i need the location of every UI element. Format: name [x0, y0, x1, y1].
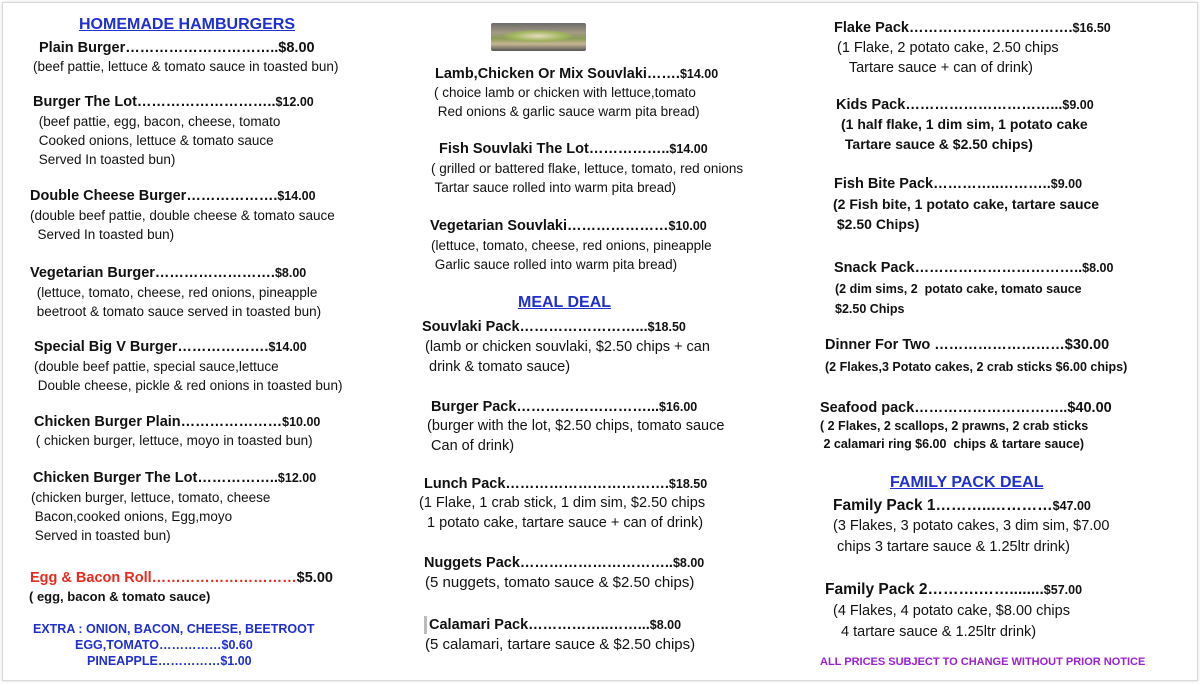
menu-page: [2, 2, 1198, 681]
calamari-pack-title: Calamari Pack……………..……...$8.00: [424, 616, 681, 634]
burger-pack-price: $16.00: [659, 400, 698, 414]
fish-bite-pack-desc: (2 Fish bite, 1 potato cake, tartare sauce $2.50 Chips): [833, 196, 1100, 232]
homemade-hamburgers-header: HOMEMADE HAMBURGERS: [79, 16, 295, 33]
egg-bacon-roll-price: $5.00: [296, 570, 333, 586]
family-pack-2-title: Family Pack 2……….……........$57.00: [825, 581, 1083, 598]
calamari-pack-price: $8.00: [649, 618, 682, 632]
lamb-chicken-souvlaki-title: Lamb,Chicken Or Mix Souvlaki…….$14.00: [435, 66, 719, 82]
burger-the-lot-price: $12.00: [275, 95, 314, 109]
dinner-for-two-price: $30.00: [1064, 337, 1110, 353]
family-pack-2-price: $57.00: [1043, 583, 1083, 597]
vegetarian-burger-price: $8.00: [274, 266, 307, 280]
lunch-pack-title: Lunch Pack…………………………….$18.50: [424, 476, 708, 492]
burger-pack-desc: (burger with the lot, $2.50 chips, tomato sauce Can of drink): [427, 418, 725, 454]
kids-pack-price: $9.00: [1062, 98, 1094, 112]
lamb-chicken-souvlaki-price: $14.00: [679, 67, 719, 81]
special-big-v-burger-title: Special Big V Burger……………….$14.00: [34, 339, 307, 355]
seafood-pack-desc: ( 2 Flakes, 2 scallops, 2 prawns, 2 crab sticks 2 calamari ring $6.00 chips & tartare sauce): [820, 419, 1089, 451]
snack-pack-desc: (2 dim sims, 2 potato cake, tomato sauce $2.50 Chips: [835, 282, 1082, 316]
snack-pack-price: $8.00: [1082, 261, 1114, 275]
fish-souvlaki-price: $14.00: [669, 142, 708, 156]
seafood-pack-title: Seafood pack…………………………..$40.00: [820, 400, 1112, 416]
special-big-v-burger-price: $14.00: [268, 340, 307, 354]
chicken-burger-plain-title: Chicken Burger Plain…………………$10.00: [34, 414, 321, 430]
chicken-burger-plain-desc: ( chicken burger, lettuce, moyo in toasted bun): [32, 433, 313, 448]
souvlaki-pack-title: Souvlaki Pack……………………...$18.50: [422, 319, 686, 335]
family-pack-1-desc: (3 Flakes, 3 potato cakes, 3 dim sim, $7.00 chips 3 tartare sauce & 1.25ltr drink): [833, 518, 1110, 555]
seafood-pack-price: $40.00: [1067, 400, 1112, 416]
fish-souvlaki-desc: ( grilled or battered flake, lettuce, tomato, red onions Tartar sauce rolled into warm pita bread): [431, 161, 744, 195]
snack-pack-title: Snack Pack……………………………..$8.00: [834, 260, 1114, 276]
fish-bite-pack-price: $9.00: [1050, 177, 1083, 191]
calamari-pack-desc: (5 calamari, tartare sauce & $2.50 chips): [425, 636, 696, 653]
nuggets-pack-desc: (5 nuggets, tomato sauce & $2.50 chips): [425, 574, 695, 591]
flake-pack-title: Flake Pack…………………………….$16.50: [834, 20, 1111, 36]
vegetarian-burger-title: Vegetarian Burger…………………….$8.00: [30, 265, 307, 281]
nuggets-pack-title: Nuggets Pack…………………………..$8.00: [424, 555, 705, 571]
family-pack-1-title: Family Pack 1………..…………$47.00: [833, 497, 1091, 514]
fish-bite-pack-title: Fish Bite Pack…………..………..$9.00: [834, 176, 1083, 192]
souvlaki-photo: [491, 23, 586, 51]
egg-bacon-roll-desc: ( egg, bacon & tomato sauce): [29, 589, 211, 604]
family-pack-deal-header: FAMILY PACK DEAL: [890, 474, 1044, 491]
dinner-for-two-title: Dinner For Two ………………………$30.00: [825, 337, 1110, 353]
chicken-burger-the-lot-desc: (chicken burger, lettuce, tomato, cheese Bacon,cooked onions, Egg,moyo Served in toasted bun): [31, 490, 271, 543]
lunch-pack-price: $18.50: [668, 477, 708, 491]
burger-pack-title: Burger Pack………………………...$16.00: [431, 399, 698, 415]
extras-line-3: PINEAPPLE……………$1.00: [87, 654, 252, 668]
kids-pack-desc: (1 half flake, 1 dim sim, 1 potato cake Tartare sauce & $2.50 chips): [841, 116, 1088, 152]
flake-pack-price: $16.50: [1072, 21, 1111, 35]
meal-deal-header: MEAL DEAL: [518, 294, 612, 311]
egg-bacon-roll-title: Egg & Bacon Roll…………………………$5.00: [30, 570, 333, 586]
vegetarian-burger-desc: (lettuce, tomato, cheese, red onions, pineapple beetroot & tomato sauce served in toasted bun): [36, 285, 322, 319]
extras-line-1: EXTRA : ONION, BACON, CHEESE, BEETROOT: [33, 622, 315, 636]
dinner-for-two-desc: (2 Flakes,3 Potato cakes, 2 crab sticks $6.00 chips): [825, 360, 1128, 374]
chicken-burger-plain-price: $10.00: [282, 415, 321, 429]
flake-pack-desc: (1 Flake, 2 potato cake, 2.50 chips Tartare sauce + can of drink): [837, 40, 1059, 76]
chicken-burger-the-lot-title: Chicken Burger The Lot……………..$12.00: [33, 470, 317, 486]
burger-the-lot-title: Burger The Lot………………………..$12.00: [33, 94, 314, 110]
family-pack-1-price: $47.00: [1052, 499, 1091, 513]
lamb-chicken-souvlaki-desc: ( choice lamb or chicken with lettuce,tomato Red onions & garlic sauce warm pita bread): [434, 85, 700, 119]
extras-line-2: EGG,TOMATO……………$0.60: [75, 638, 253, 652]
double-cheese-burger-price: $14.00: [277, 189, 316, 203]
special-big-v-burger-desc: (double beef pattie, special sauce,lettuce Double cheese, pickle & red onions in toasted bun): [34, 359, 343, 393]
nuggets-pack-price: $8.00: [672, 556, 705, 570]
lunch-pack-desc: (1 Flake, 1 crab stick, 1 dim sim, $2.50 chips 1 potato cake, tartare sauce + can of drink): [419, 495, 706, 531]
souvlaki-pack-desc: (lamb or chicken souvlaki, $2.50 chips + can drink & tomato sauce): [425, 339, 710, 375]
family-pack-2-desc: (4 Flakes, 4 potato cake, $8.00 chips 4 tartare sauce & 1.25ltr drink): [833, 603, 1070, 640]
price-notice: ALL PRICES SUBJECT TO CHANGE WITHOUT PRIOR NOTICE: [820, 656, 1146, 668]
double-cheese-burger-desc: (double beef pattie, double cheese & tomato sauce Served In toasted bun): [30, 208, 335, 242]
vegetarian-souvlaki-price: $10.00: [668, 219, 707, 233]
souvlaki-pack-price: $18.50: [647, 320, 686, 334]
kids-pack-title: Kids Pack…………………………...$9.00: [836, 97, 1094, 113]
double-cheese-burger-title: Double Cheese Burger……………….$14.00: [30, 188, 316, 204]
plain-burger-title: Plain Burger…………………………..$8.00: [39, 40, 315, 56]
chicken-burger-the-lot-price: $12.00: [277, 471, 317, 485]
plain-burger-desc: (beef pattie, lettuce & tomato sauce in toasted bun): [33, 59, 339, 74]
burger-the-lot-desc: (beef pattie, egg, bacon, cheese, tomato Cooked onions, lettuce & tomato sauce Served In toasted bun): [38, 114, 281, 167]
fish-souvlaki-title: Fish Souvlaki The Lot……………..$14.00: [439, 141, 708, 157]
vegetarian-souvlaki-title: Vegetarian Souvlaki…………………$10.00: [430, 218, 707, 234]
vegetarian-souvlaki-desc: (lettuce, tomato, cheese, red onions, pineapple Garlic sauce rolled into warm pita bread): [431, 238, 712, 272]
plain-burger-price: $8.00: [278, 40, 315, 56]
